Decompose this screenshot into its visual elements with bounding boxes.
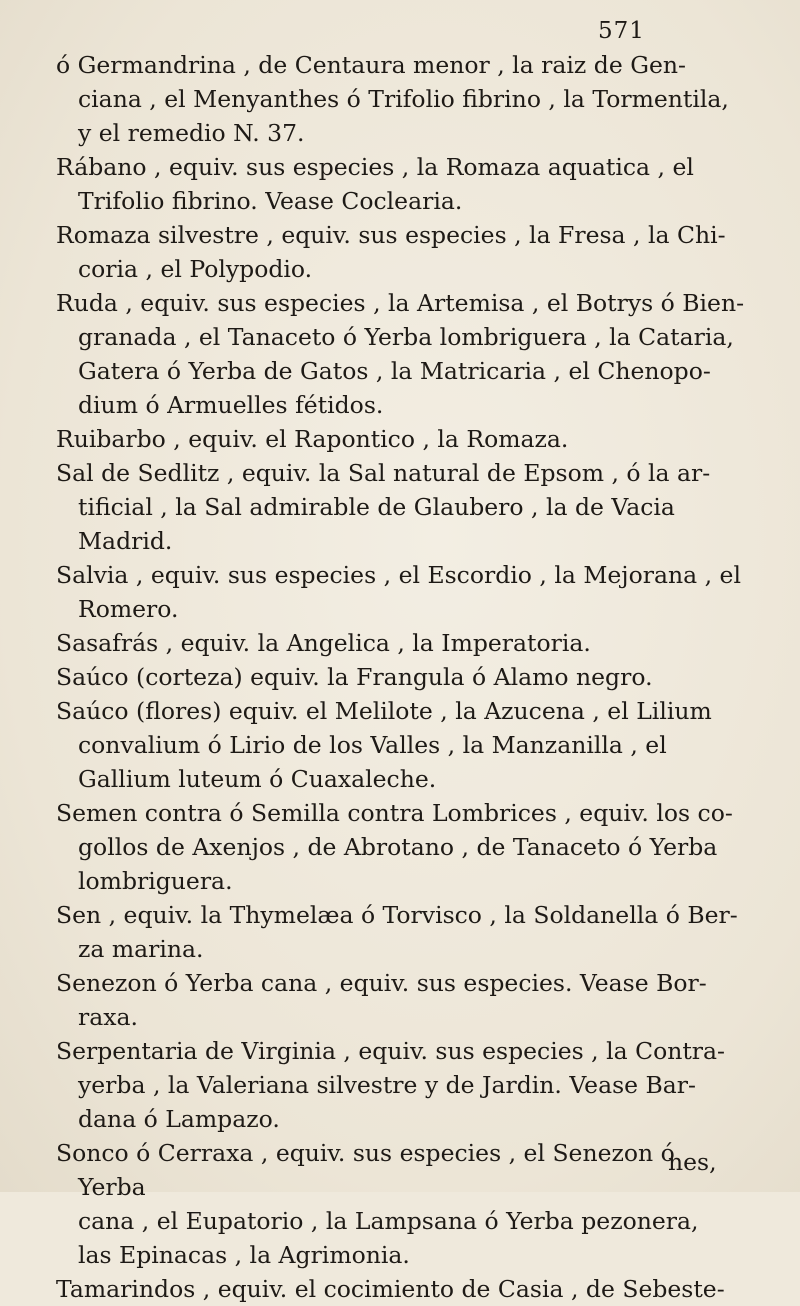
- text-line: Romero.: [78, 595, 179, 623]
- text-line: Gallium luteum ó Cuaxaleche.: [78, 765, 437, 793]
- text-line: gollos de Axenjos , de Abrotano , de Tanaceto ó Yerba: [78, 833, 718, 861]
- text-line: Sasafrás , equiv. la Angelica , la Imperatoria.: [56, 629, 591, 657]
- text-line: Romaza silvestre , equiv. sus especies , la Fresa , la Chi-: [56, 221, 726, 249]
- text-line: tificial , la Sal admirable de Glaubero , la de Vacia: [78, 493, 675, 521]
- glossary-entry: [56, 150, 746, 218]
- text-line: y el remedio N. 37.: [78, 119, 305, 147]
- text-line: Salvia , equiv. sus especies , el Escordio , la Mejorana , el: [56, 561, 741, 589]
- text-line: Sen , equiv. la Thymelæa ó Torvisco , la Soldanella ó Ber-: [56, 901, 738, 929]
- page-number: 571: [598, 18, 645, 44]
- text-line: Senezon ó Yerba cana , equiv. sus especies. Vease Bor-: [56, 969, 707, 997]
- text-line: ciana , el Menyanthes ó Trifolio fibrino , la Tormentila,: [78, 85, 729, 113]
- glossary-entry: [56, 286, 746, 422]
- text-line: Serpentaria de Virginia , equiv. sus especies , la Contra-: [56, 1037, 725, 1065]
- page-text: [56, 48, 746, 1306]
- glossary-entry: [56, 966, 746, 1034]
- text-line: dium ó Armuelles fétidos.: [78, 391, 384, 419]
- text-line: raxa.: [78, 1003, 138, 1031]
- text-line: cana , el Eupatorio , la Lampsana ó Yerba pezonera,: [78, 1207, 699, 1235]
- text-line: Semen contra ó Semilla contra Lombrices , equiv. los co-: [56, 799, 733, 827]
- text-line: Saúco (flores) equiv. el Melilote , la Azucena , el Lilium: [56, 697, 712, 725]
- text-line: ó Germandrina , de Centaura menor , la raiz de Gen-: [56, 51, 686, 79]
- glossary-entry: [56, 48, 746, 150]
- text-line: convalium ó Lirio de los Valles , la Manzanilla , el: [78, 731, 667, 759]
- glossary-entry: [56, 1272, 746, 1306]
- text-line: Saúco (corteza) equiv. la Frangula ó Alamo negro.: [56, 663, 653, 691]
- text-line: Tamarindos , equiv. el cocimiento de Casia , de Sebeste-: [56, 1275, 725, 1303]
- text-line: Rábano , equiv. sus especies , la Romaza aquatica , el: [56, 153, 694, 181]
- text-line: las Epinacas , la Agrimonia.: [78, 1241, 410, 1269]
- text-line: granada , el Tanaceto ó Yerba lombriguera , la Cataria,: [78, 323, 734, 351]
- text-line: za marina.: [78, 935, 204, 963]
- glossary-entry: [56, 796, 746, 898]
- text-line: yerba , la Valeriana silvestre y de Jardin. Vease Bar-: [78, 1071, 696, 1099]
- text-line: Sal de Sedlitz , equiv. la Sal natural de Epsom , ó la ar-: [56, 459, 711, 487]
- text-line: Ruda , equiv. sus especies , la Artemisa , el Botrys ó Bien-: [56, 289, 745, 317]
- text-line: Trifolio fibrino. Vease Coclearia.: [78, 187, 463, 215]
- glossary-entry: [56, 898, 746, 966]
- text-line: coria , el Polypodio.: [78, 255, 313, 283]
- glossary-entry: [56, 558, 746, 626]
- glossary-entry: [56, 218, 746, 286]
- glossary-entry: [56, 694, 746, 796]
- glossary-entry: [56, 456, 746, 558]
- glossary-entry: [56, 422, 746, 456]
- catchword: nes,: [668, 1148, 717, 1176]
- text-line: Madrid.: [78, 527, 173, 555]
- text-line: lombriguera.: [78, 867, 233, 895]
- glossary-entry: [56, 626, 746, 660]
- text-line: dana ó Lampazo.: [78, 1105, 280, 1133]
- glossary-entry: [56, 1034, 746, 1136]
- text-line: Gatera ó Yerba de Gatos , la Matricaria , el Chenopo-: [78, 357, 711, 385]
- text-line: Sonco ó Cerraxa , equiv. sus especies , el Senezon ó Yerba: [56, 1139, 675, 1201]
- text-line: Ruibarbo , equiv. el Rapontico , la Romaza.: [56, 425, 569, 453]
- glossary-entry: [56, 1136, 746, 1272]
- glossary-entry: [56, 660, 746, 694]
